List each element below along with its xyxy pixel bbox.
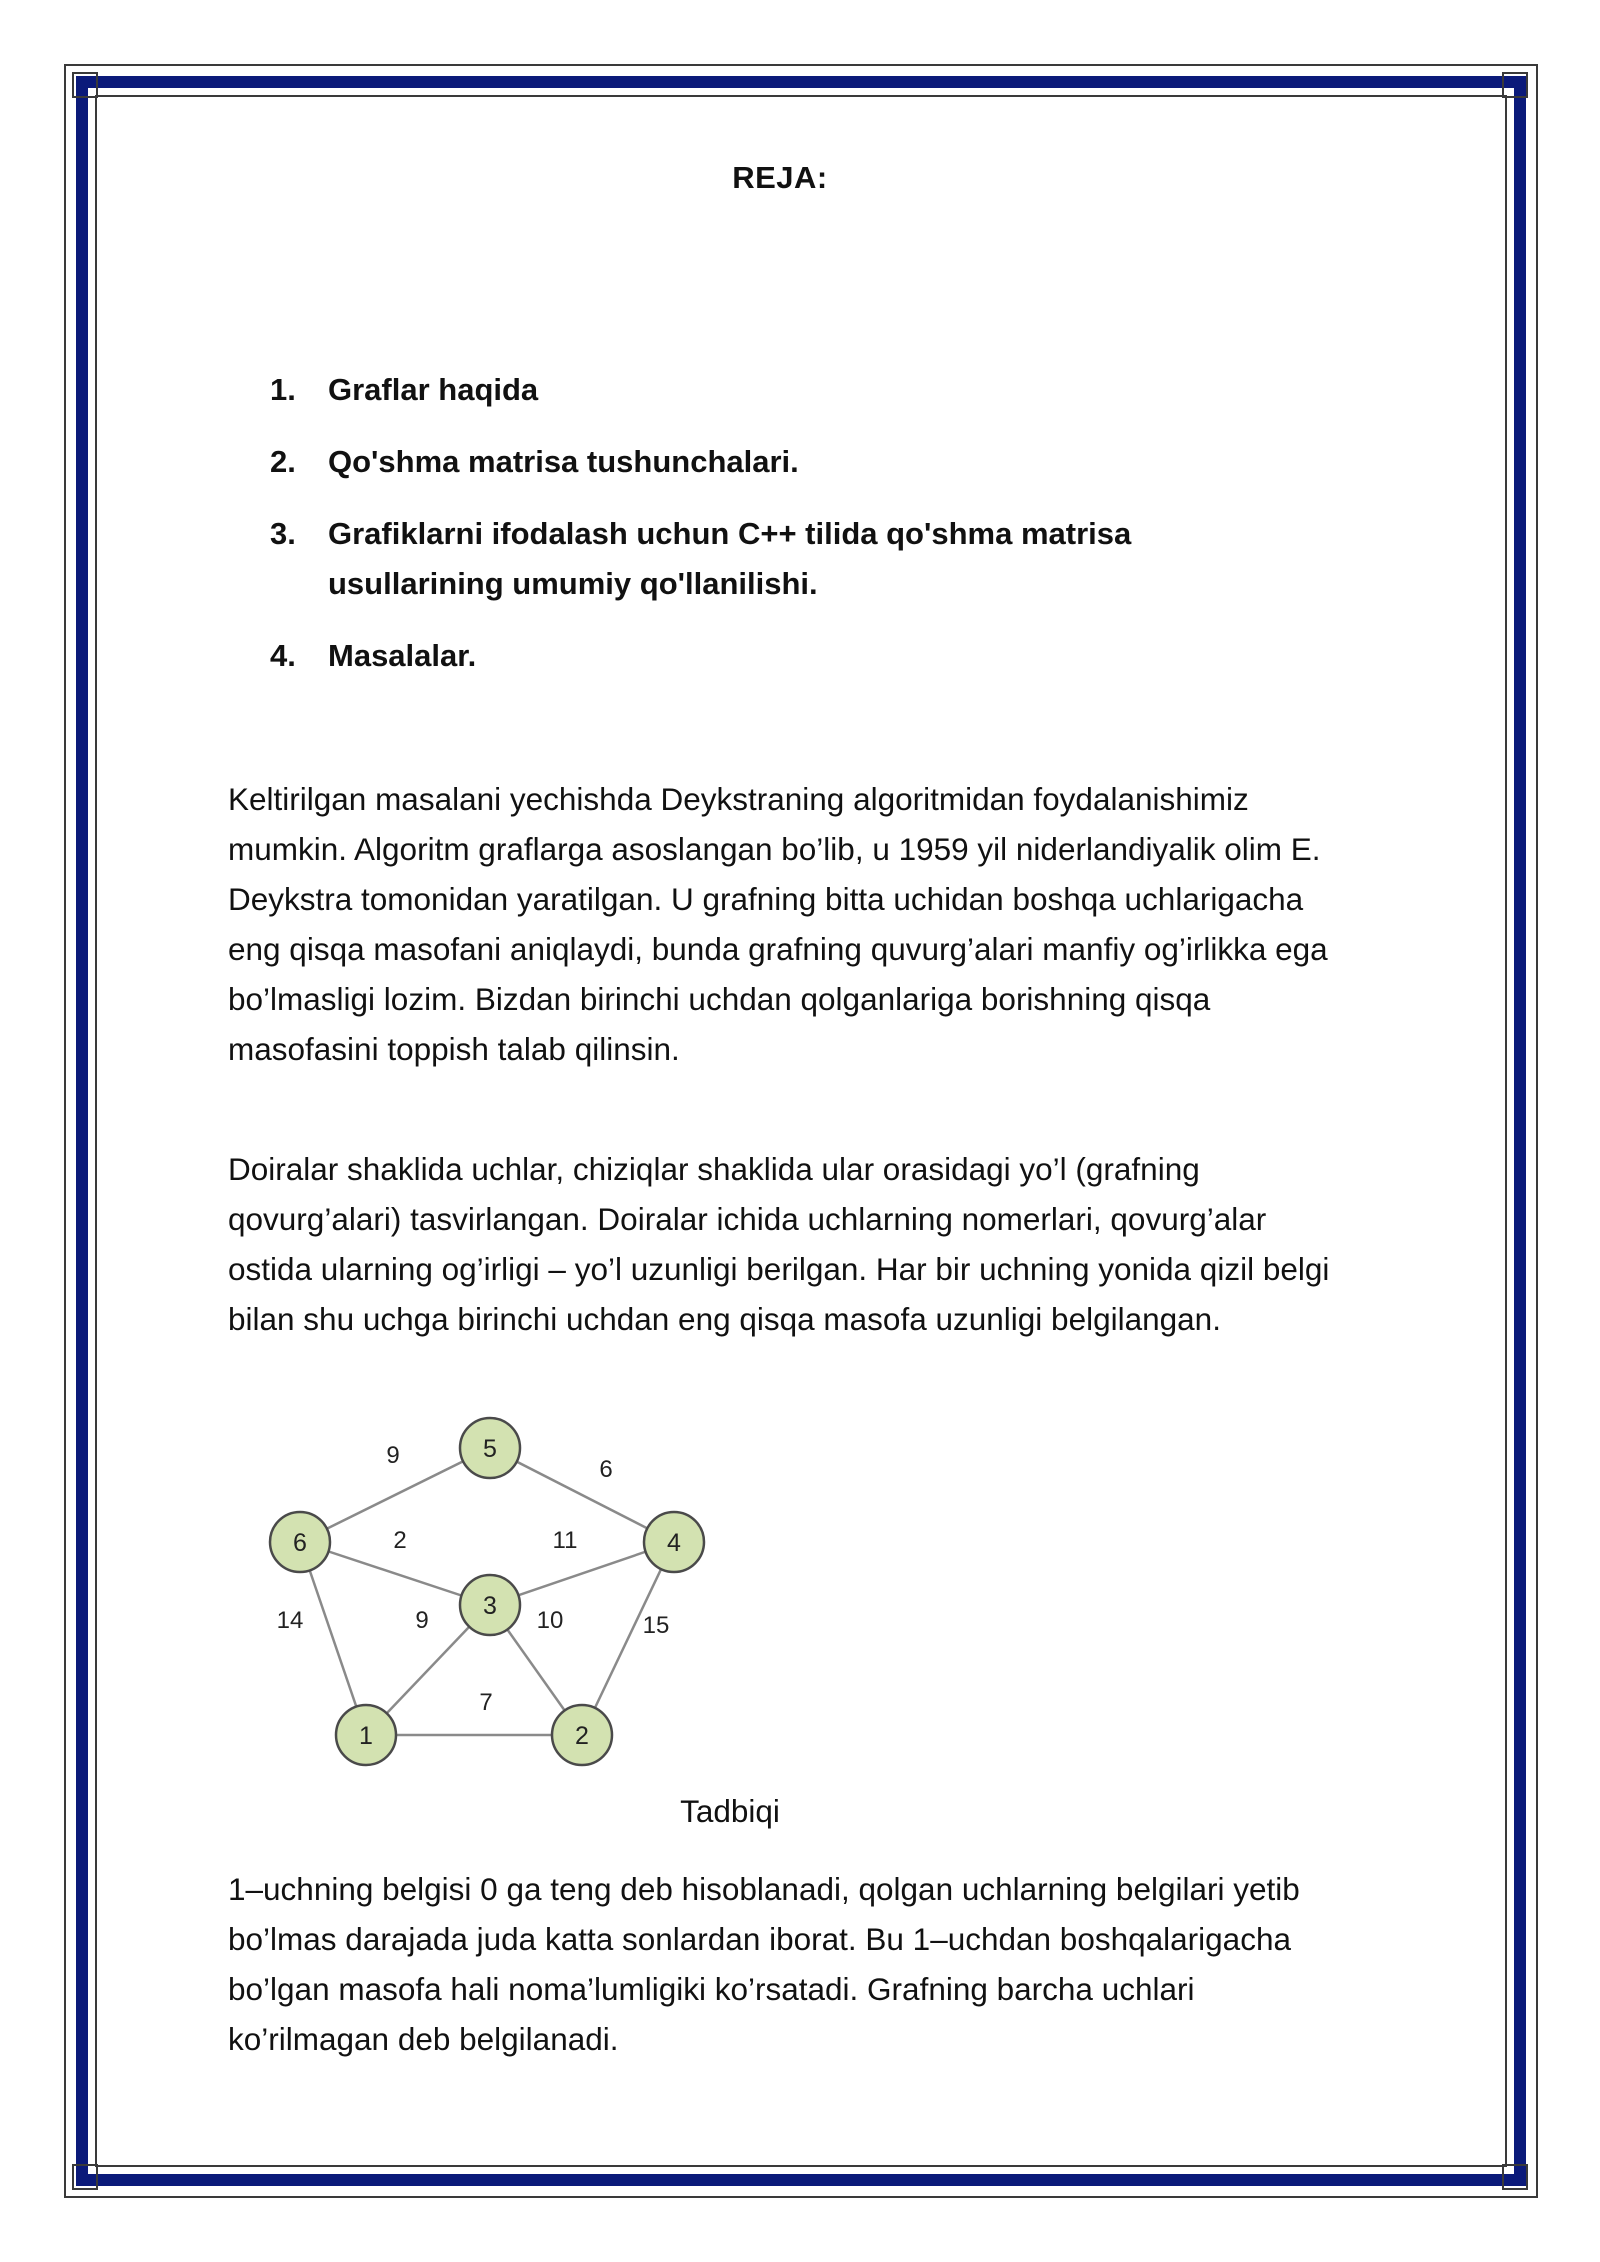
plan-item — [270, 631, 1270, 681]
figure-caption: Tadbiqi — [680, 1793, 780, 1829]
graph-edge-weight: 2 — [393, 1527, 407, 1554]
body-paragraph: Keltirilgan masalani yechishda Deykstraning algoritmidan foydalanishimiz mumkin. Algoritm graflarga asoslangan bo’lib, u 1959 yil niderlandiyalik olim E. Deykstra tomonidan yaratilgan. U grafning bitta uchidan boshqa uchlarigacha eng qisqa masofani aniqlaydi, bunda grafning quvurg’alari manfiy og’irlikka ega bo’lmasligi lozim. Bizdan birinchi uchdan qolganlariga borishning qisqa masofasini toppish talab qilinsin. — [228, 781, 1328, 1067]
border-corner-ornament — [1502, 72, 1528, 98]
plan-item-number: 2. — [270, 444, 296, 479]
graph-edge-weight: 10 — [536, 1607, 564, 1634]
plan-item-number: 4. — [270, 638, 296, 673]
graph-edge-weight: 9 — [415, 1607, 429, 1634]
plan-item-text: Qo'shma matrisa tushunchalari. — [328, 444, 799, 479]
border-corner-ornament — [72, 2164, 98, 2190]
graph-node-label: 4 — [667, 1529, 681, 1557]
graph-edge-weight: 7 — [479, 1689, 493, 1716]
plan-item — [270, 365, 1270, 415]
border-corner-ornament — [1502, 2164, 1528, 2190]
graph-edge-weight: 9 — [386, 1442, 400, 1469]
graph-node-label: 2 — [575, 1722, 589, 1750]
graph-node-label: 3 — [483, 1592, 497, 1620]
plan-item-text: Grafiklarni ifodalash uchun C++ tilida qo'shma matrisa usullarining umumiy qo'llanilishi. — [328, 516, 1132, 601]
plan-item-text: Masalalar. — [328, 638, 477, 673]
graph-edge-weight: 11 — [552, 1527, 578, 1554]
graph-node-label: 1 — [359, 1722, 373, 1750]
plan-item-number: 3. — [270, 516, 296, 551]
plan-item — [270, 437, 1270, 487]
plan-list — [270, 365, 1270, 703]
border-corner-ornament — [72, 72, 98, 98]
plan-item — [270, 509, 1270, 609]
graph-node-label: 6 — [293, 1529, 307, 1557]
plan-item-text: Graflar haqida — [328, 372, 539, 407]
graph-edge-weight: 6 — [599, 1456, 613, 1483]
plan-item-number: 1. — [270, 372, 296, 407]
body-paragraph: Doiralar shaklida uchlar, chiziqlar shaklida ular orasidagi yo’l (grafning qovurg’alari) tasvirlangan. Doiralar ichida uchlarning nomerlari, qovurg’alar ostida ularning og’irligi – yo’l uzunligi berilgan. Har bir uchning yonida qizil belgi bilan shu uchga birinchi uchdan eng qisqa masofa uzunligi belgilangan. — [228, 1151, 1330, 1337]
graph-diagram — [250, 1405, 730, 1775]
graph-node-label: 5 — [483, 1435, 497, 1463]
body-paragraph: 1–uchning belgisi 0 ga teng deb hisoblanadi, qolgan uchlarning belgilari yetib bo’lmas darajada juda katta sonlardan iborat. Bu 1–uchdan boshqalarigacha bo’lgan masofa hali noma’lumligiki ko’rsatadi. Grafning barcha uchlari ko’rilmagan deb belgilanadi. — [228, 1871, 1300, 2057]
graph-edge-weight: 15 — [642, 1612, 670, 1639]
page-title: REJA: — [732, 160, 828, 195]
graph-edge-weight: 14 — [276, 1607, 304, 1634]
